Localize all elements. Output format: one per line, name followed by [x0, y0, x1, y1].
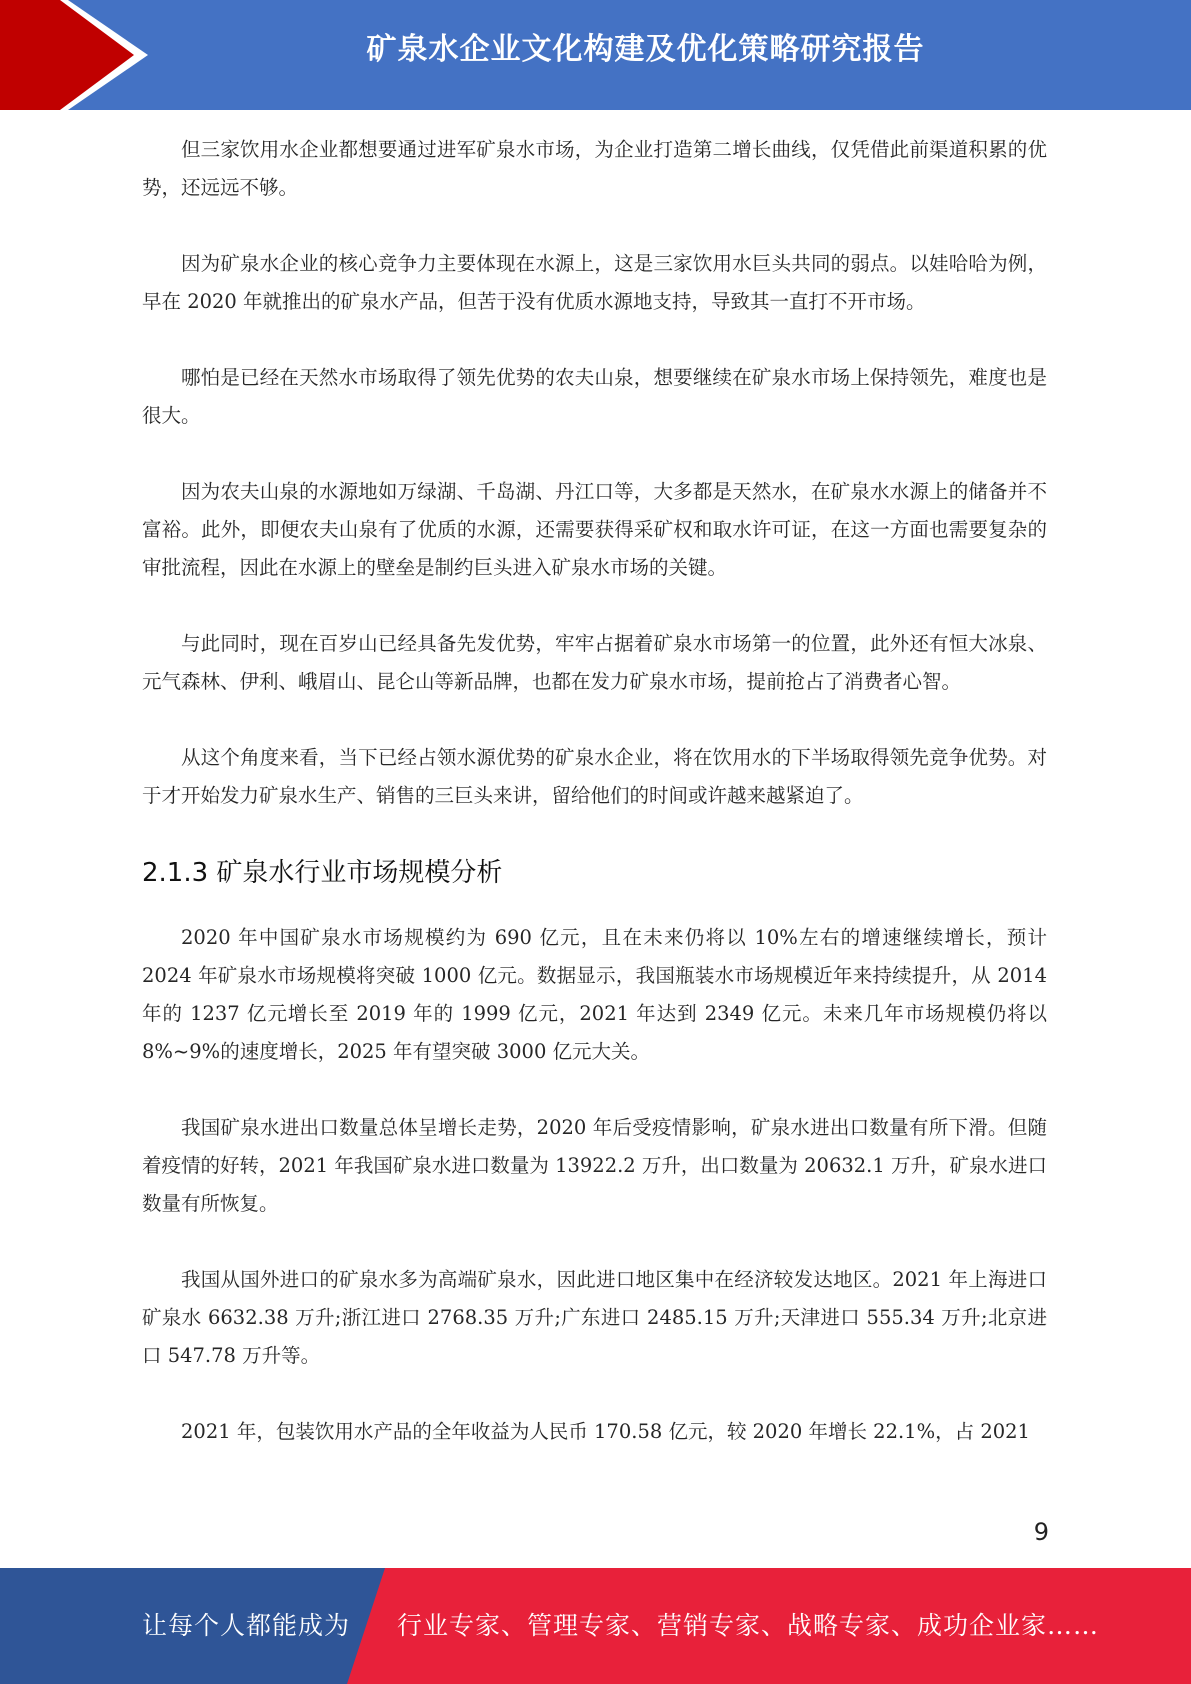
- body-paragraph: 我国矿泉水进出口数量总体呈增长走势，2020 年后受疫情影响，矿泉水进出口数量有所下滑。但随着疫情的好转，2021 年我国矿泉水进口数量为 13922.2 万升，出口数量为 20632.1 万升，矿泉水进口数量有所恢复。: [142, 1116, 1047, 1215]
- body-paragraph: 哪怕是已经在天然水市场取得了领先优势的农夫山泉，想要继续在矿泉水市场上保持领先，难度也是很大。: [142, 366, 1047, 427]
- body-paragraph: 与此同时，现在百岁山已经具备先发优势，牢牢占据着矿泉水市场第一的位置，此外还有恒大冰泉、元气森林、伊利、峨眉山、昆仑山等新品牌，也都在发力矿泉水市场，提前抢占了消费者心智。: [142, 632, 1047, 693]
- body-paragraph: 从这个角度来看，当下已经占领水源优势的矿泉水企业，将在饮用水的下半场取得领先竞争优势。对于才开始发力矿泉水生产、销售的三巨头来讲，留给他们的时间或许越来越紧迫了。: [142, 746, 1047, 807]
- report-title: 矿泉水企业文化构建及优化策略研究报告: [366, 32, 925, 67]
- body-paragraph: 2021 年，包装饮用水产品的全年收益为人民币 170.58 亿元，较 2020 年增长 22.1%，占 2021: [181, 1420, 1030, 1443]
- page-number: 9: [1033, 1518, 1049, 1546]
- page-header: [0, 0, 1191, 110]
- body-paragraph: 2020 年中国矿泉水市场规模约为 690 亿元，且在未来仍将以 10%左右的增速继续增长，预计 2024 年矿泉水市场规模将突破 1000 亿元。数据显示，我国瓶装水市场规模近年来持续提升，从 2014 年的 1237 亿元增长至 2019 年的 1999 亿元，2021 年达到 2349 亿元。未来几年市场规模仍将以 8%~9%的速度增长，2025 年有望突破 3000 亿元大关。: [142, 926, 1047, 1063]
- body-paragraph: 因为矿泉水企业的核心竞争力主要体现在水源上，这是三家饮用水巨头共同的弱点。以娃哈哈为例，早在 2020 年就推出的矿泉水产品，但苦于没有优质水源地支持，导致其一直打不开市场。: [142, 252, 1047, 313]
- section-heading: 2.1.3 矿泉水行业市场规模分析: [142, 858, 503, 888]
- body-paragraph: 我国从国外进口的矿泉水多为高端矿泉水，因此进口地区集中在经济较发达地区。2021 年上海进口矿泉水 6632.38 万升;浙江进口 2768.35 万升;广东进口 2485.15 万升;天津进口 555.34 万升;北京进口 547.78 万升等。: [142, 1268, 1047, 1367]
- body-paragraph: 但三家饮用水企业都想要通过进军矿泉水市场，为企业打造第二增长曲线，仅凭借此前渠道积累的优势，还远远不够。: [142, 138, 1047, 199]
- body-paragraph: 因为农夫山泉的水源地如万绿湖、千岛湖、丹江口等，大多都是天然水，在矿泉水水源上的储备并不富裕。此外，即便农夫山泉有了优质的水源，还需要获得采矿权和取水许可证，在这一方面也需要复杂的审批流程，因此在水源上的壁垒是制约巨头进入矿泉水市场的关键。: [142, 480, 1047, 579]
- header-arrow-red: [0, 0, 134, 110]
- header-arrow-logo: [0, 0, 160, 110]
- document-body: [142, 131, 1047, 1489]
- page-footer: [0, 1568, 1191, 1684]
- footer-slogan-left: 让每个人都能成为: [142, 1611, 351, 1640]
- footer-slogan-right: 行业专家、管理专家、营销专家、战略专家、成功企业家……: [397, 1611, 1100, 1640]
